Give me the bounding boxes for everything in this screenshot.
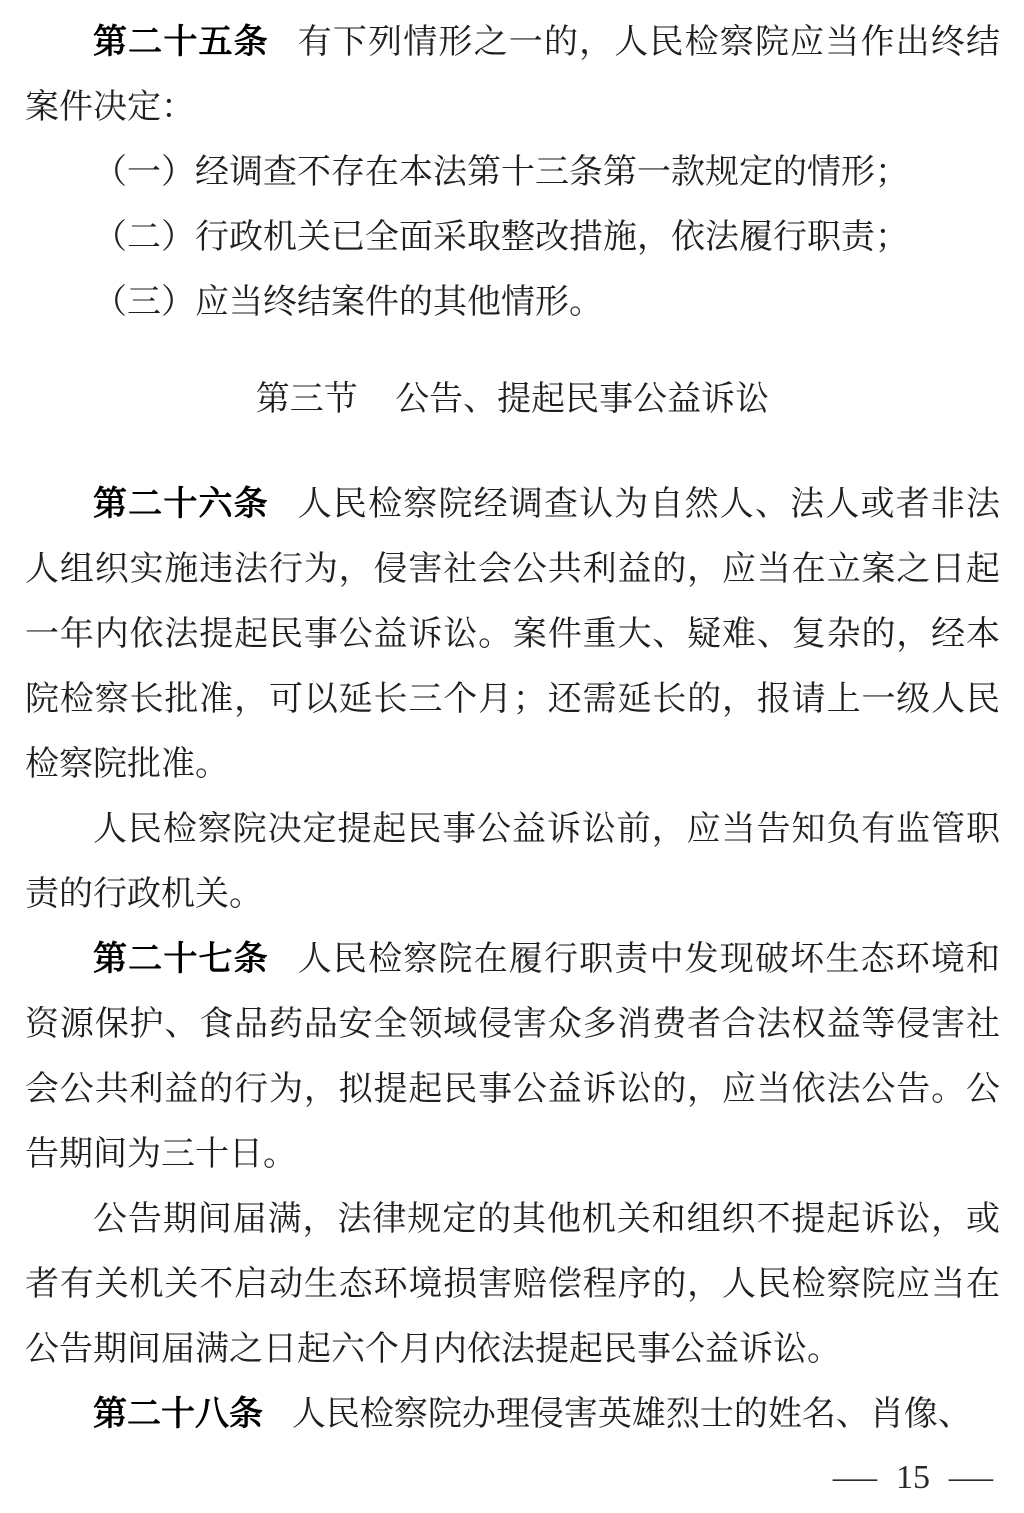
article-paragraph: [25, 927, 1000, 1187]
list-item-paragraph: [25, 140, 1000, 205]
list-item-paragraph: [25, 270, 1000, 335]
section-title: 公告、提起民事公益诉讼: [395, 381, 770, 418]
paragraph-text: （一）经调查不存在本法第十三条第一款规定的情形；: [93, 154, 909, 191]
paragraph-text: 有下列情形之一的，人民检察院应当作出终结案件决定：: [25, 24, 1001, 126]
document-body: [25, 10, 1000, 1447]
paragraph-text: （二）行政机关已全面采取整改措施，依法履行职责；: [93, 219, 909, 256]
page-number: 15: [896, 1459, 930, 1496]
footer-dash-left: —: [832, 1459, 878, 1496]
article-number: 第二十五条: [93, 24, 269, 61]
paragraph-text: 人民检察院经调查认为自然人、法人或者非法人组织实施违法行为，侵害社会公共利益的，应当在立案之日起一年内依法提起民事公益诉讼。案件重大、疑难、复杂的，经本院检察长批准，可以延长三个月；还需延长的，报请上一级人民检察院批准。: [25, 486, 1001, 783]
section-heading: [25, 367, 1000, 432]
article-number: 第二十八条: [93, 1396, 263, 1433]
body-paragraph: [25, 1187, 1000, 1382]
body-paragraph: [25, 797, 1000, 927]
footer-dash-right: —: [948, 1459, 994, 1496]
list-item-paragraph: [25, 205, 1000, 270]
paragraph-text: 人民检察院决定提起民事公益诉讼前，应当告知负有监管职责的行政机关。: [25, 811, 1000, 913]
article-number: 第二十六条: [93, 486, 269, 523]
article-paragraph: [25, 1382, 1000, 1447]
article-paragraph: [25, 10, 1000, 140]
section-number: 第三节: [255, 381, 358, 418]
article-number: 第二十七条: [93, 941, 269, 978]
page-footer: [832, 1458, 994, 1498]
paragraph-text: 人民检察院在履行职责中发现破坏生态环境和资源保护、食品药品安全领域侵害众多消费者合法权益等侵害社会公共利益的行为，拟提起民事公益诉讼的，应当依法公告。公告期间为三十日。: [25, 941, 1001, 1173]
paragraph-text: 人民检察院办理侵害英雄烈士的姓名、肖像、: [291, 1396, 972, 1433]
paragraph-text: （三）应当终结案件的其他情形。: [93, 284, 603, 321]
article-paragraph: [25, 472, 1000, 797]
paragraph-text: 公告期间届满，法律规定的其他机关和组织不提起诉讼，或者有关机关不启动生态环境损害赔偿程序的，人民检察院应当在公告期间届满之日起六个月内依法提起民事公益诉讼。: [25, 1201, 1000, 1368]
